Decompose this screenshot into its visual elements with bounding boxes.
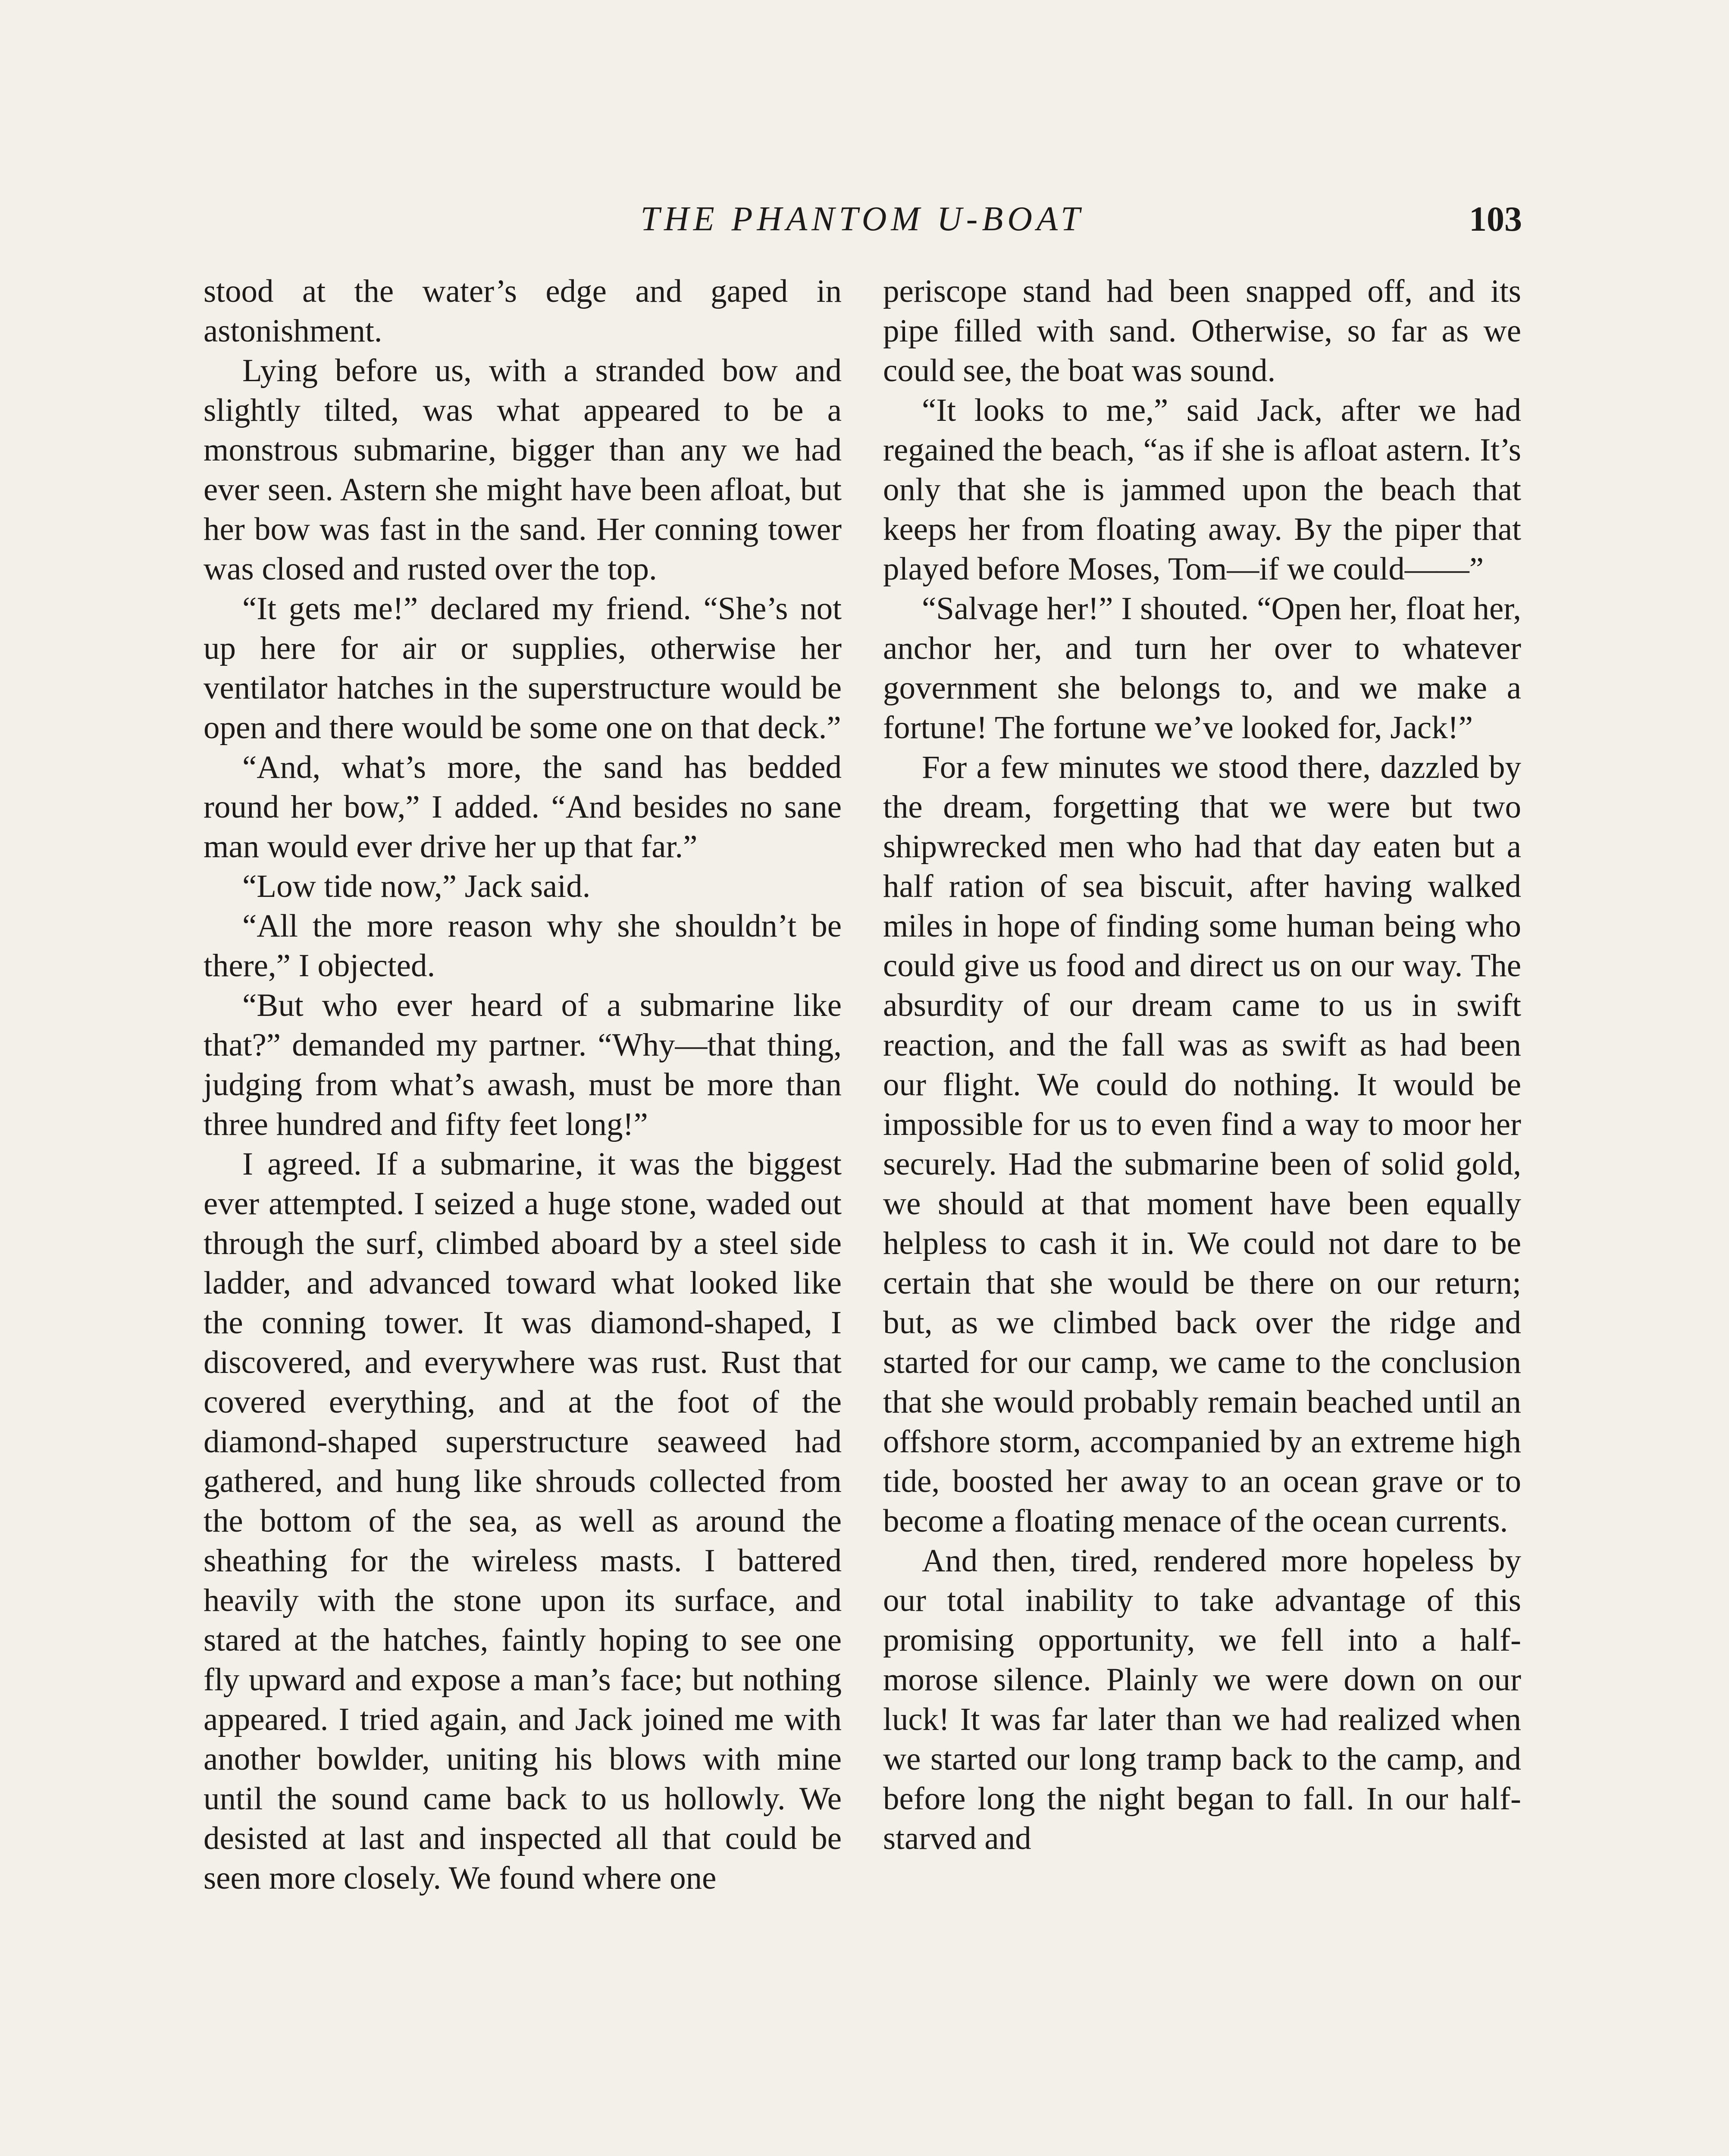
left-column: [204, 272, 842, 2156]
running-head: [203, 190, 1522, 250]
page-number: 103: [1469, 199, 1522, 238]
paragraph: And then, tired, rendered more hopeless by our total inability to take advantage of this promising opportunity, we fell into a half-morose silence. Plainly we were down on our luck! It was far later than we had realized when we started our long tramp back to the camp, and before long the night began to fall. In our half-starved and: [883, 1543, 1521, 1856]
paragraph: Lying before us, with a stranded bow and slightly tilted, was what appeared to be a monstrous submarine, bigger than any we had ever seen. Astern she might have been afloat, but her bow was fast in the sand. Her conning tower was closed and rusted over the top.: [204, 353, 842, 587]
paragraph: “It looks to me,” said Jack, after we had regained the beach, “as if she is afloat astern. It’s only that she is jammed upon the beach that keeps her from floating away. By the piper that played before Moses, Tom—if we could——”: [883, 392, 1521, 587]
paragraph: “Salvage her!” I shouted. “Open her, float her, anchor her, and turn her over to whatever government she belongs to, and we make a fortune! The fortune we’ve looked for, Jack!”: [883, 591, 1521, 746]
paragraph: For a few minutes we stood there, dazzled by the dream, forgetting that we were but two shipwrecked men who had that day eaten but a half ration of sea biscuit, after having walked miles in hope of finding some human being who could give us food and direct us on our way. The absurdity of our dream came to us in swift reaction, and the fall was as swift as had been our flight. We could do nothing. It would be impossible for us to even find a way to moor her securely. Had the submarine been of solid gold, we should at that moment have been equally helpless to cash it in. We could not dare to be certain that she would be there on our return; but, as we climbed back over the ridge and started for our camp, we came to the conclusion that she would probably remain beached until an offshore storm, accompanied by an extreme high tide, boosted her away to an ocean grave or to become a floating menace of the ocean currents.: [883, 749, 1521, 1539]
paragraph: “And, what’s more, the sand has bedded round her bow,” I added. “And besides no sane man would ever drive her up that far.”: [204, 749, 842, 865]
paragraph: “It gets me!” declared my friend. “She’s not up here for air or supplies, otherwise her ventilator hatches in the superstructure would be open and there would be some one on that deck.”: [204, 591, 842, 746]
paragraph: “All the more reason why she shouldn’t be there,” I objected.: [204, 908, 842, 984]
running-title: THE PHANTOM U-BOAT: [640, 200, 1084, 238]
paragraph: “Low tide now,” Jack said.: [242, 868, 591, 904]
paragraph: periscope stand had been snapped off, and its pipe filled with sand. Otherwise, so far as we could see, the boat was sound.: [883, 273, 1521, 389]
paragraph: I agreed. If a submarine, it was the biggest ever attempted. I seized a huge stone, waded out through the surf, climbed aboard by a steel side ladder, and advanced toward what looked like the conning tower. It was diamond-shaped, I discovered, and everywhere was rust. Rust that covered everything, and at the foot of the diamond-shaped superstructure seaweed had gathered, and hung like shrouds collected from the bottom of the sea, as well as around the sheathing for the wireless masts. I battered heavily with the stone upon its surface, and stared at the hatches, faintly hoping to see one fly upward and expose a man’s face; but nothing appeared. I tried again, and Jack joined me with another bowlder, uniting his blows with mine until the sound came back to us hollowly. We desisted at last and inspected all that could be seen more closely. We found where one: [204, 1146, 842, 1896]
paragraph: “But who ever heard of a submarine like that?” demanded my partner. “Why—that thing, judging from what’s awash, must be more than three hundred and fifty feet long!”: [204, 987, 842, 1142]
paragraph: stood at the water’s edge and gaped in astonishment.: [204, 273, 842, 349]
right-column: [883, 272, 1521, 2156]
